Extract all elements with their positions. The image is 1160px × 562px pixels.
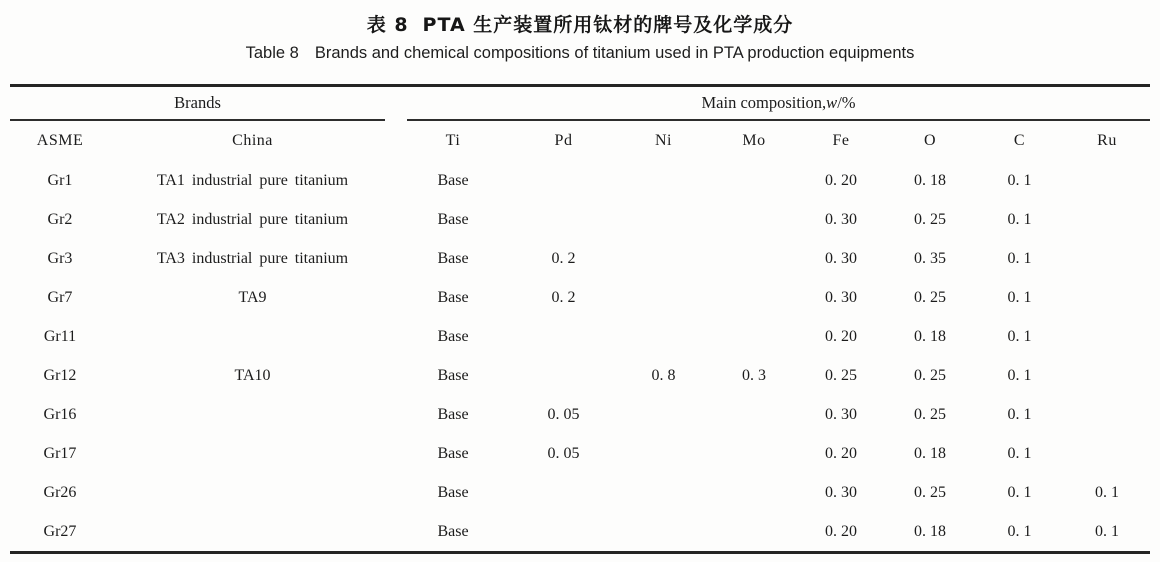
cell-ru <box>1064 317 1150 356</box>
cell-ti: Base <box>437 249 469 267</box>
cell-ru <box>1064 278 1150 317</box>
group-header-brands <box>10 86 395 122</box>
cell-fe: 0. 25 <box>825 366 857 384</box>
table-number-english: Table 8 <box>245 44 299 62</box>
cell-mo <box>711 239 797 278</box>
cell-pd: 0. 05 <box>547 444 580 462</box>
group-header-brands-label: Brands <box>10 87 385 121</box>
composition-table <box>10 84 1150 554</box>
column-header-ru: Ru <box>1097 132 1117 149</box>
cell-pd: 0. 05 <box>547 405 580 423</box>
cell-c: 0. 1 <box>1007 249 1032 267</box>
cell-fe: 0. 30 <box>825 249 857 267</box>
cell-china-brand <box>110 434 395 473</box>
cell-fe: 0. 20 <box>825 171 857 189</box>
table-title-chinese <box>0 10 1160 37</box>
column-header-fe: Fe <box>832 132 850 149</box>
table-row <box>10 395 1150 434</box>
column-header-row <box>10 121 1150 161</box>
cell-asme-grade: Gr17 <box>43 444 77 462</box>
cell-o: 0. 25 <box>914 483 946 501</box>
cell-mo <box>711 278 797 317</box>
cell-china-brand <box>110 395 395 434</box>
cell-c: 0. 1 <box>1007 366 1032 384</box>
column-header-china: China <box>232 132 273 149</box>
cell-mo <box>711 395 797 434</box>
cell-china-brand: TA9 <box>238 288 267 306</box>
cell-mo <box>711 161 797 200</box>
cell-o: 0. 25 <box>914 210 946 228</box>
cell-c: 0. 1 <box>1007 444 1032 462</box>
cell-mo <box>711 434 797 473</box>
cell-ni <box>616 434 711 473</box>
cell-ru <box>1064 434 1150 473</box>
cell-ti: Base <box>437 366 469 384</box>
cell-pd <box>511 161 616 200</box>
cell-mo <box>711 473 797 512</box>
table-title-english-text: Brands and chemical compositions of titanium used in PTA production equipments <box>314 44 915 62</box>
cell-asme-grade: Gr11 <box>43 327 77 345</box>
table-row <box>10 239 1150 278</box>
table-title-english <box>0 44 1160 63</box>
cell-asme-grade: Gr2 <box>47 210 73 228</box>
cell-asme-grade: Gr27 <box>43 522 77 540</box>
group-header-composition <box>395 86 1150 122</box>
cell-ti: Base <box>437 288 469 306</box>
cell-pd <box>511 473 616 512</box>
composition-label-prefix: Main composition, <box>701 93 827 112</box>
cell-o: 0. 25 <box>914 366 946 384</box>
cell-c: 0. 1 <box>1007 210 1032 228</box>
table-row <box>10 473 1150 512</box>
cell-ru <box>1064 395 1150 434</box>
cell-china-brand: TA2 industrial pure titanium <box>156 210 349 228</box>
cell-ni <box>616 200 711 239</box>
cell-c: 0. 1 <box>1007 522 1032 540</box>
cell-pd <box>511 317 616 356</box>
cell-mo <box>711 512 797 553</box>
table-row <box>10 317 1150 356</box>
cell-fe: 0. 30 <box>825 405 857 423</box>
cell-ni <box>616 473 711 512</box>
cell-fe: 0. 20 <box>825 327 857 345</box>
cell-fe: 0. 30 <box>825 483 857 501</box>
cell-china-brand <box>110 473 395 512</box>
cell-ti: Base <box>437 444 469 462</box>
cell-mo <box>711 200 797 239</box>
cell-ru <box>1064 200 1150 239</box>
cell-ru: 0. 1 <box>1095 522 1120 540</box>
table-row <box>10 200 1150 239</box>
cell-ru <box>1064 356 1150 395</box>
cell-ru <box>1064 239 1150 278</box>
table-number-chinese: 表 8 <box>366 14 409 36</box>
cell-pd <box>511 200 616 239</box>
composition-label-symbol: w <box>826 93 838 112</box>
cell-asme-grade: Gr3 <box>47 249 73 267</box>
column-header-o: O <box>923 132 937 149</box>
table-row <box>10 356 1150 395</box>
cell-ti: Base <box>437 483 469 501</box>
cell-fe: 0. 20 <box>825 444 857 462</box>
column-header-mo: Mo <box>742 132 766 149</box>
cell-ni: 0. 8 <box>651 366 676 384</box>
cell-fe: 0. 20 <box>825 522 857 540</box>
composition-label-suffix: /% <box>837 93 856 112</box>
cell-ni <box>616 395 711 434</box>
cell-c: 0. 1 <box>1007 483 1032 501</box>
cell-ti: Base <box>437 522 469 540</box>
cell-china-brand: TA3 industrial pure titanium <box>156 249 349 267</box>
cell-fe: 0. 30 <box>825 288 857 306</box>
cell-ni <box>616 317 711 356</box>
group-header-composition-label <box>407 87 1150 121</box>
cell-china-brand: TA10 <box>234 366 271 384</box>
group-header-row <box>10 86 1150 122</box>
cell-c: 0. 1 <box>1007 171 1032 189</box>
column-header-pd: Pd <box>554 132 573 149</box>
cell-mo <box>711 317 797 356</box>
table-header <box>10 86 1150 162</box>
cell-o: 0. 18 <box>914 444 946 462</box>
column-header-c: C <box>1013 132 1026 149</box>
cell-china-brand: TA1 industrial pure titanium <box>156 171 349 189</box>
table-row <box>10 278 1150 317</box>
cell-ti: Base <box>437 327 469 345</box>
cell-ni <box>616 239 711 278</box>
cell-asme-grade: Gr12 <box>43 366 77 384</box>
cell-ni <box>616 512 711 553</box>
cell-pd: 0. 2 <box>551 249 576 267</box>
cell-ru <box>1064 161 1150 200</box>
cell-ni <box>616 161 711 200</box>
cell-ru: 0. 1 <box>1095 483 1120 501</box>
table-row <box>10 434 1150 473</box>
column-header-ni: Ni <box>655 132 672 149</box>
cell-asme-grade: Gr16 <box>43 405 77 423</box>
cell-pd <box>511 512 616 553</box>
cell-o: 0. 18 <box>914 327 946 345</box>
cell-pd: 0. 2 <box>551 288 576 306</box>
cell-mo: 0. 3 <box>742 366 766 384</box>
table-title-chinese-text: PTA 生产装置所用钛材的牌号及化学成分 <box>422 14 794 36</box>
cell-ti: Base <box>437 171 469 189</box>
cell-c: 0. 1 <box>1007 327 1032 345</box>
column-header-ti: Ti <box>445 132 461 149</box>
cell-ni <box>616 278 711 317</box>
cell-o: 0. 35 <box>914 249 946 267</box>
cell-asme-grade: Gr26 <box>43 483 77 501</box>
cell-fe: 0. 30 <box>825 210 857 228</box>
table-body <box>10 161 1150 553</box>
cell-o: 0. 25 <box>914 288 946 306</box>
cell-ti: Base <box>437 405 469 423</box>
cell-o: 0. 18 <box>914 522 946 540</box>
cell-c: 0. 1 <box>1007 288 1032 306</box>
column-header-asme: ASME <box>36 132 84 149</box>
cell-pd <box>511 356 616 395</box>
cell-china-brand <box>110 317 395 356</box>
cell-china-brand <box>110 512 395 553</box>
cell-asme-grade: Gr7 <box>47 288 73 306</box>
cell-o: 0. 25 <box>914 405 946 423</box>
cell-ti: Base <box>437 210 469 228</box>
table-row <box>10 512 1150 553</box>
table-row <box>10 161 1150 200</box>
cell-asme-grade: Gr1 <box>47 171 73 189</box>
cell-o: 0. 18 <box>914 171 946 189</box>
cell-c: 0. 1 <box>1007 405 1032 423</box>
